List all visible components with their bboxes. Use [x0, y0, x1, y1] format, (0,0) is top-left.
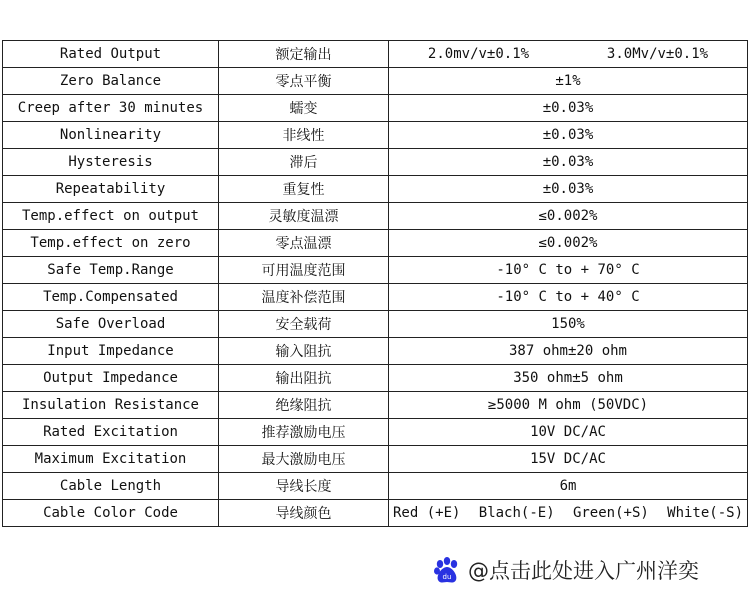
table-row — [3, 176, 748, 203]
param-name-zh: 零点平衡 — [219, 68, 389, 95]
param-name-en: Creep after 30 minutes — [3, 95, 219, 122]
param-value: ≥5000 M ohm (50VDC) — [389, 392, 748, 419]
param-name-en: Temp.effect on output — [3, 203, 219, 230]
param-name-en: Insulation Resistance — [3, 392, 219, 419]
param-name-zh: 零点温漂 — [219, 230, 389, 257]
table-row — [3, 311, 748, 338]
param-name-en: Zero Balance — [3, 68, 219, 95]
table-row — [3, 446, 748, 473]
table-row — [3, 149, 748, 176]
param-name-en: Hysteresis — [3, 149, 219, 176]
param-value: -10° C to + 70° C — [389, 257, 748, 284]
param-name-zh: 输入阻抗 — [219, 338, 389, 365]
param-value: ±0.03% — [389, 95, 748, 122]
param-name-en: Input Impedance — [3, 338, 219, 365]
param-value: -10° C to + 40° C — [389, 284, 748, 311]
table-row — [3, 257, 748, 284]
table-row — [3, 41, 748, 68]
table-row — [3, 284, 748, 311]
param-name-zh: 绝缘阻抗 — [219, 392, 389, 419]
table-row — [3, 500, 748, 527]
param-value: 387 ohm±20 ohm — [389, 338, 748, 365]
param-name-zh: 非线性 — [219, 122, 389, 149]
param-name-en: Output Impedance — [3, 365, 219, 392]
param-name-zh: 导线颜色 — [219, 500, 389, 527]
table-row — [3, 122, 748, 149]
param-value: ±0.03% — [389, 176, 748, 203]
param-value: 6m — [389, 473, 748, 500]
table-row — [3, 419, 748, 446]
param-name-en: Rated Output — [3, 41, 219, 68]
param-name-zh: 导线长度 — [219, 473, 389, 500]
table-row — [3, 392, 748, 419]
param-value: 15V DC/AC — [389, 446, 748, 473]
param-value — [389, 500, 748, 527]
footer-link[interactable] — [432, 555, 699, 585]
param-name-zh: 温度补偿范围 — [219, 284, 389, 311]
param-name-zh: 滞后 — [219, 149, 389, 176]
param-value: ≤0.002% — [389, 230, 748, 257]
table-row — [3, 68, 748, 95]
footer-text[interactable]: @点击此处进入广州洋奕 — [468, 559, 699, 583]
spec-table — [2, 40, 748, 527]
param-name-zh: 额定输出 — [219, 41, 389, 68]
param-name-en: Rated Excitation — [3, 419, 219, 446]
table-row — [3, 473, 748, 500]
param-value: ≤0.002% — [389, 203, 748, 230]
table-row — [3, 365, 748, 392]
param-name-en: Temp.effect on zero — [3, 230, 219, 257]
param-name-zh: 蠕变 — [219, 95, 389, 122]
param-value-part: 3.0Mv/v±0.1% — [606, 46, 709, 62]
param-name-en: Temp.Compensated — [3, 284, 219, 311]
param-value: ±0.03% — [389, 122, 748, 149]
param-name-zh: 灵敏度温漂 — [219, 203, 389, 230]
param-value: ±1% — [389, 68, 748, 95]
param-name-en: Cable Length — [3, 473, 219, 500]
param-value-part: White(-S) — [667, 505, 743, 521]
param-value-part: 2.0mv/v±0.1% — [427, 46, 530, 62]
param-name-en: Repeatability — [3, 176, 219, 203]
svg-text:du: du — [442, 573, 452, 581]
table-row — [3, 203, 748, 230]
table-row — [3, 338, 748, 365]
param-value: 350 ohm±5 ohm — [389, 365, 748, 392]
baidu-paw-icon — [432, 555, 462, 585]
param-value-part: Green(+S) — [572, 505, 649, 521]
param-name-en: Maximum Excitation — [3, 446, 219, 473]
param-name-zh: 重复性 — [219, 176, 389, 203]
param-value: 150% — [389, 311, 748, 338]
param-name-zh: 推荐激励电压 — [219, 419, 389, 446]
table-row — [3, 95, 748, 122]
param-value: ±0.03% — [389, 149, 748, 176]
param-name-en: Nonlinearity — [3, 122, 219, 149]
param-name-en: Safe Overload — [3, 311, 219, 338]
param-name-en: Safe Temp.Range — [3, 257, 219, 284]
param-name-zh: 最大激励电压 — [219, 446, 389, 473]
param-value-part: Red (+E) — [393, 505, 461, 521]
param-name-zh: 可用温度范围 — [219, 257, 389, 284]
param-name-zh: 输出阻抗 — [219, 365, 389, 392]
param-name-en: Cable Color Code — [3, 500, 219, 527]
param-value-part: Blach(-E) — [478, 505, 555, 521]
param-value: 10V DC/AC — [389, 419, 748, 446]
param-name-zh: 安全载荷 — [219, 311, 389, 338]
param-value — [389, 41, 748, 68]
table-row — [3, 230, 748, 257]
